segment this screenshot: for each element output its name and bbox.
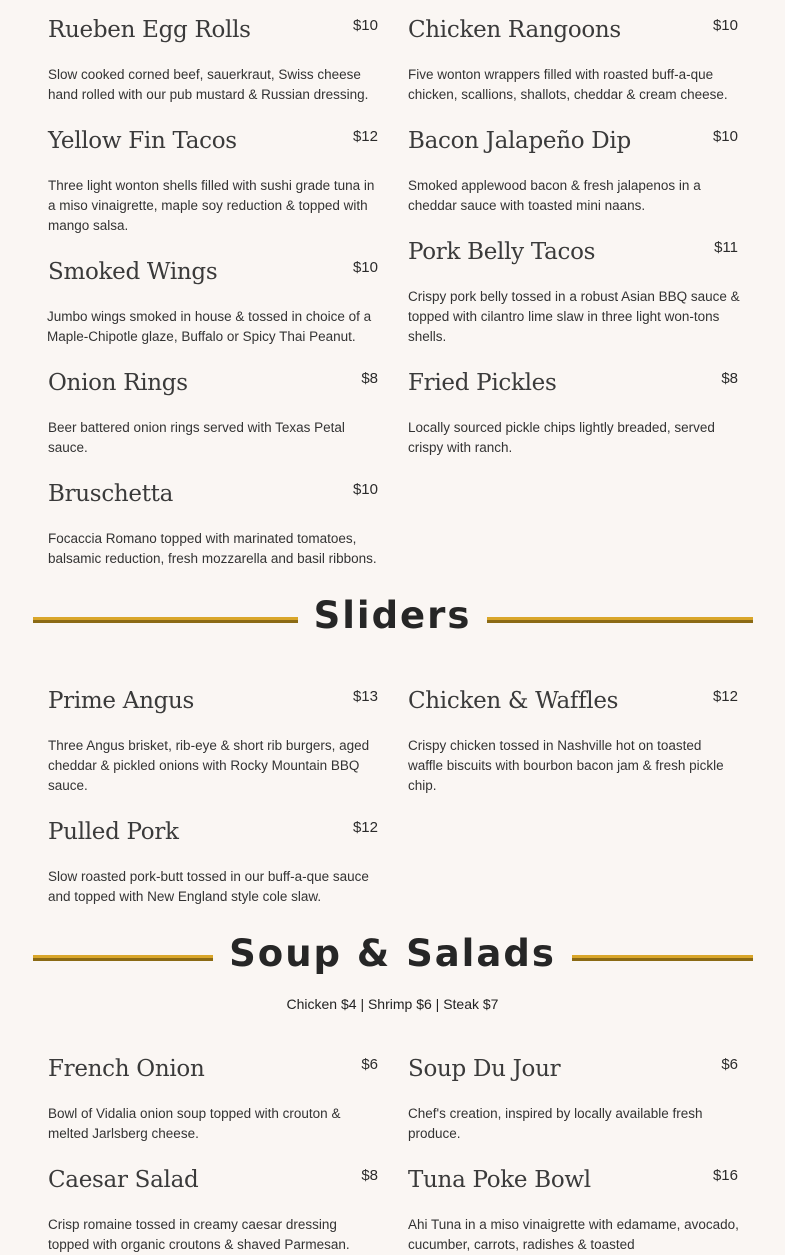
item-description: Crisp romaine tossed in creamy caesar dressing topped with organic croutons & shaved Parmesan. (48, 1217, 350, 1252)
item-price: $12 (352, 819, 378, 836)
item-description: Three light wonton shells filled with sushi grade tuna in a miso vinaigrette, maple soy reduction & topped with mango salsa. (48, 178, 375, 233)
item-name: Soup Du Jour (408, 1056, 561, 1082)
item-price: $6 (721, 1056, 738, 1073)
item-name: Caesar Salad (48, 1167, 199, 1193)
item-description: Ahi Tuna in a miso vinaigrette with edamame, avocado, cucumber, carrots, radishes & toasted (408, 1217, 739, 1252)
item-price: $6 (361, 1056, 378, 1073)
item-name: Fried Pickles (408, 370, 557, 396)
protein-addons-note: Chicken $4 | Shrimp $6 | Steak $7 (286, 996, 499, 1012)
item-price: $12 (352, 128, 378, 145)
item-name: Yellow Fin Tacos (48, 128, 237, 154)
section-title-text: Sliders (298, 594, 488, 637)
item-description: Focaccia Romano topped with marinated tomatoes, balsamic reduction, fresh mozzarella and basil ribbons. (48, 531, 377, 566)
item-name: Chicken Rangoons (408, 17, 621, 43)
item-price: $10 (712, 17, 738, 34)
item-description: Jumbo wings smoked in house & tossed in choice of a Maple-Chipotle glaze, Buffalo or Spicy Thai Peanut. (47, 309, 372, 344)
item-name: Prime Angus (48, 688, 195, 714)
item-description: Bowl of Vidalia onion soup topped with crouton & melted Jarlsberg cheese. (48, 1106, 341, 1141)
item-description: Crispy pork belly tossed in a robust Asian BBQ sauce & topped with cilantro lime slaw in three light won-tons shells. (408, 289, 740, 344)
item-name: Chicken & Waffles (408, 688, 619, 714)
item-price: $10 (352, 17, 378, 34)
item-name: Pulled Pork (48, 819, 179, 845)
item-description: Chef's creation, inspired by locally available fresh produce. (408, 1106, 703, 1141)
item-name: Smoked Wings (48, 259, 218, 285)
item-description: Crispy chicken tossed in Nashville hot on toasted waffle biscuits with bourbon bacon jam & fresh pickle chip. (408, 738, 724, 793)
item-name: Bacon Jalapeño Dip (408, 128, 631, 154)
section-title-text: Soup & Salads (213, 932, 572, 975)
item-description: Smoked applewood bacon & fresh jalapenos in a cheddar sauce with toasted mini naans. (408, 178, 701, 213)
item-description: Three Angus brisket, rib-eye & short rib burgers, aged cheddar & pickled onions with Rocky Mountain BBQ sauce. (48, 738, 370, 793)
item-description: Locally sourced pickle chips lightly breaded, served crispy with ranch. (408, 420, 715, 455)
item-name: Pork Belly Tacos (408, 239, 596, 265)
item-price: $10 (712, 128, 738, 145)
item-price: $10 (352, 481, 378, 498)
item-price: $10 (352, 259, 378, 276)
section-title-soup-salads (0, 932, 785, 975)
section-title-sliders (0, 594, 785, 637)
item-name: Onion Rings (48, 370, 188, 396)
item-name: Rueben Egg Rolls (48, 17, 251, 43)
item-description: Slow roasted pork-butt tossed in our buff-a-que sauce and topped with New England style cole slaw. (48, 869, 369, 904)
item-description: Five wonton wrappers filled with roasted buff-a-que chicken, scallions, shallots, cheddar & cream cheese. (408, 67, 728, 102)
item-name: Bruschetta (48, 481, 174, 507)
item-price: $12 (712, 688, 738, 705)
item-price: $8 (721, 370, 738, 387)
item-price: $11 (714, 239, 738, 256)
item-price: $8 (361, 1167, 378, 1184)
item-price: $16 (712, 1167, 738, 1184)
item-description: Slow cooked corned beef, sauerkraut, Swiss cheese hand rolled with our pub mustard & Russian dressing. (48, 67, 369, 102)
item-name: French Onion (48, 1056, 205, 1082)
item-price: $13 (352, 688, 378, 705)
item-price: $8 (361, 370, 378, 387)
item-name: Tuna Poke Bowl (408, 1167, 591, 1193)
item-description: Beer battered onion rings served with Texas Petal sauce. (48, 420, 345, 455)
